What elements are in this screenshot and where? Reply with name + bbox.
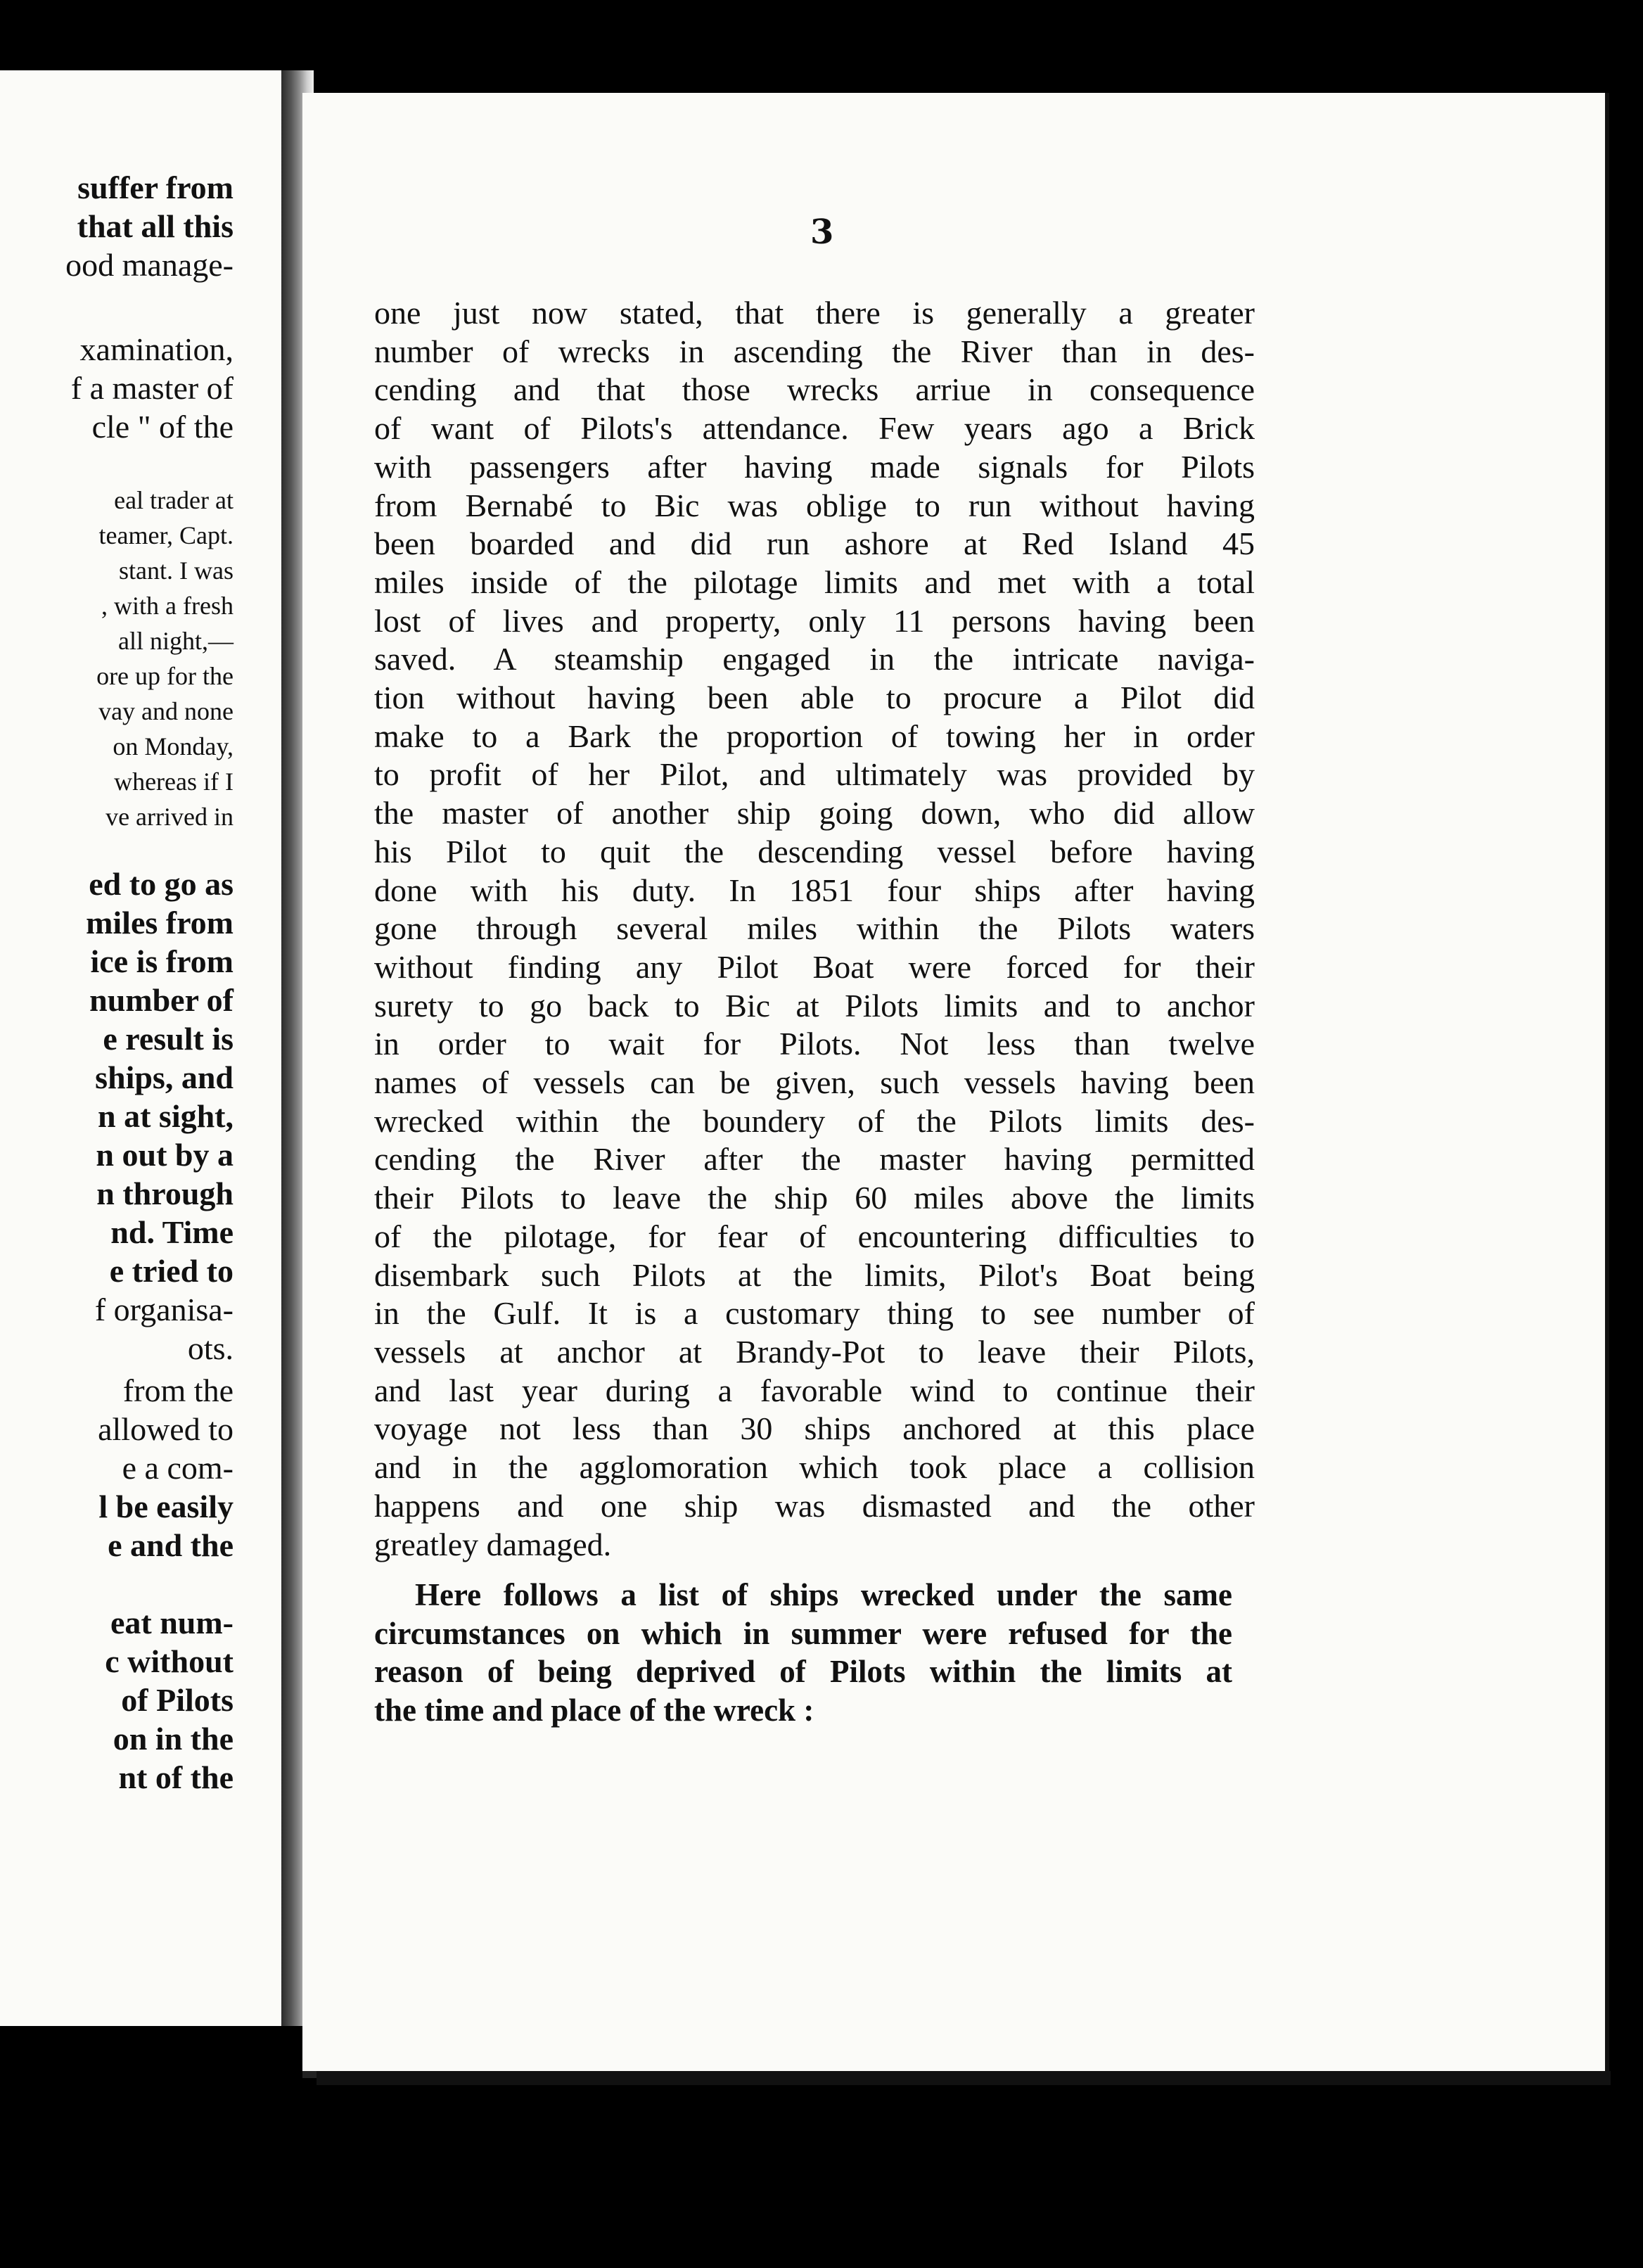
list-intro-line: the time and place of the wreck : (374, 1692, 814, 1728)
left-page-fragment (0, 70, 283, 2026)
body-line: surety to go back to Bic at Pilots limits and to anchor (374, 987, 1255, 1024)
body-line: without finding any Pilot Boat were forced for their (374, 948, 1255, 985)
body-line: voyage not less than 30 ships anchored at this place (374, 1410, 1255, 1447)
left-page-line: nt of the (118, 1759, 234, 1795)
body-line: happens and one ship was dismasted and the other (374, 1487, 1255, 1524)
body-line: tion without having been able to procure a Pilot did (374, 680, 1255, 716)
body-line: their Pilots to leave the ship 60 miles above the limits (374, 1180, 1255, 1216)
left-page-line: e result is (103, 1021, 234, 1057)
body-paragraph (374, 294, 1255, 1564)
body-line: in the Gulf. It is a customary thing to see number of (374, 1295, 1255, 1332)
page-bottom-edge (317, 2071, 1611, 2085)
body-line: the master of another ship going down, who did allow (374, 795, 1255, 832)
left-page-line: from the (122, 1372, 234, 1408)
left-page-line: ve arrived in (106, 803, 234, 831)
left-page-line: ore up for the (96, 662, 234, 690)
left-page-line: suffer from (77, 170, 234, 205)
body-line: to profit of her Pilot, and ultimately was provided by (374, 756, 1255, 793)
body-line: make to a Bark the proportion of towing her in order (374, 718, 1255, 754)
left-page-line: of Pilots (121, 1682, 234, 1718)
body-line: and in the agglomoration which took place a collision (374, 1449, 1255, 1486)
left-page-line: whereas if I (114, 767, 234, 796)
list-intro-paragraph (374, 1576, 1232, 1729)
body-line: one just now stated, that there is generally a greater (374, 295, 1255, 331)
left-page-line: n through (96, 1176, 234, 1211)
list-intro-line: circumstances on which in summer were refused for the (374, 1615, 1232, 1651)
list-intro-line: reason of being deprived of Pilots within the limits at (374, 1654, 1232, 1689)
body-line: cending and that those wrecks arriue in consequence (374, 371, 1255, 408)
body-line: lost of lives and property, only 11 persons having been (374, 602, 1255, 639)
body-line: names of vessels can be given, such vessels having been (374, 1064, 1255, 1101)
body-line: been boarded and did run ashore at Red Island 45 (374, 525, 1255, 562)
page-number: 3 (810, 212, 834, 252)
left-page-line: miles from (86, 905, 234, 941)
left-page-line: nd. Time (110, 1214, 234, 1250)
body-line: in order to wait for Pilots. Not less than twelve (374, 1026, 1255, 1062)
left-page-line: ood manage- (65, 247, 234, 283)
left-page-line: f organisa- (94, 1292, 234, 1327)
left-page-line: vay and none (98, 697, 234, 725)
left-page-line: xamination, (79, 331, 234, 367)
left-page-line: ships, and (95, 1059, 234, 1095)
left-page-line: all night,— (118, 627, 234, 655)
left-page-line: eal trader at (114, 486, 234, 514)
body-line: of want of Pilots's attendance. Few years ago a Brick (374, 410, 1255, 447)
left-page-line: number of (89, 982, 234, 1018)
left-page-line: that all this (77, 208, 234, 244)
left-page-line: ots. (187, 1330, 234, 1366)
left-page-line: ice is from (90, 943, 234, 979)
left-page-line: e and the (108, 1527, 234, 1563)
body-line: done with his duty. In 1851 four ships after having (374, 872, 1255, 908)
left-page-line: allowed to (98, 1411, 234, 1447)
body-line: cending the River after the master having permitted (374, 1141, 1255, 1178)
left-page-line: on in the (113, 1721, 234, 1757)
left-page-line: c without (105, 1643, 234, 1679)
left-page-line: n out by a (96, 1137, 234, 1173)
body-line: of the pilotage, for fear of encountering difficulties to (374, 1218, 1255, 1254)
body-line: disembark such Pilots at the limits, Pilot's Boat being (374, 1256, 1255, 1293)
left-page-line: teamer, Capt. (98, 521, 234, 549)
body-line: his Pilot to quit the descending vessel before having (374, 833, 1255, 869)
left-page-line: on Monday, (113, 732, 234, 760)
left-page-line: f a master of (70, 370, 234, 406)
list-intro-line: Here follows a list of ships wrecked under the same (415, 1577, 1232, 1612)
left-page-line: cle " of the (91, 409, 234, 445)
body-line: wrecked within the boundery of the Pilots limits des- (374, 1102, 1255, 1139)
left-page-line: e a com- (122, 1450, 234, 1486)
body-line: greatley damaged. (374, 1526, 612, 1562)
body-line: with passengers after having made signals for Pilots (374, 448, 1255, 485)
body-line: saved. A steamship engaged in the intricate naviga- (374, 641, 1255, 677)
left-page-line: l be easily (98, 1489, 234, 1524)
body-line: vessels at anchor at Brandy-Pot to leave their Pilots, (374, 1333, 1255, 1370)
left-page-line: , with a fresh (101, 592, 234, 620)
body-line: and last year during a favorable wind to continue their (374, 1372, 1255, 1408)
body-line: gone through several miles within the Pilots waters (374, 910, 1255, 947)
body-line: from Bernabé to Bic was oblige to run without having (374, 487, 1255, 523)
left-page-line: e tried to (109, 1253, 234, 1289)
left-page-line: eat num- (110, 1605, 234, 1641)
left-page-line: ed to go as (89, 866, 234, 902)
body-line: miles inside of the pilotage limits and met with a total (374, 563, 1255, 600)
body-line: number of wrecks in ascending the River than in des- (374, 333, 1255, 369)
left-page-line: stant. I was (119, 556, 234, 585)
left-page-line: n at sight, (98, 1098, 234, 1134)
